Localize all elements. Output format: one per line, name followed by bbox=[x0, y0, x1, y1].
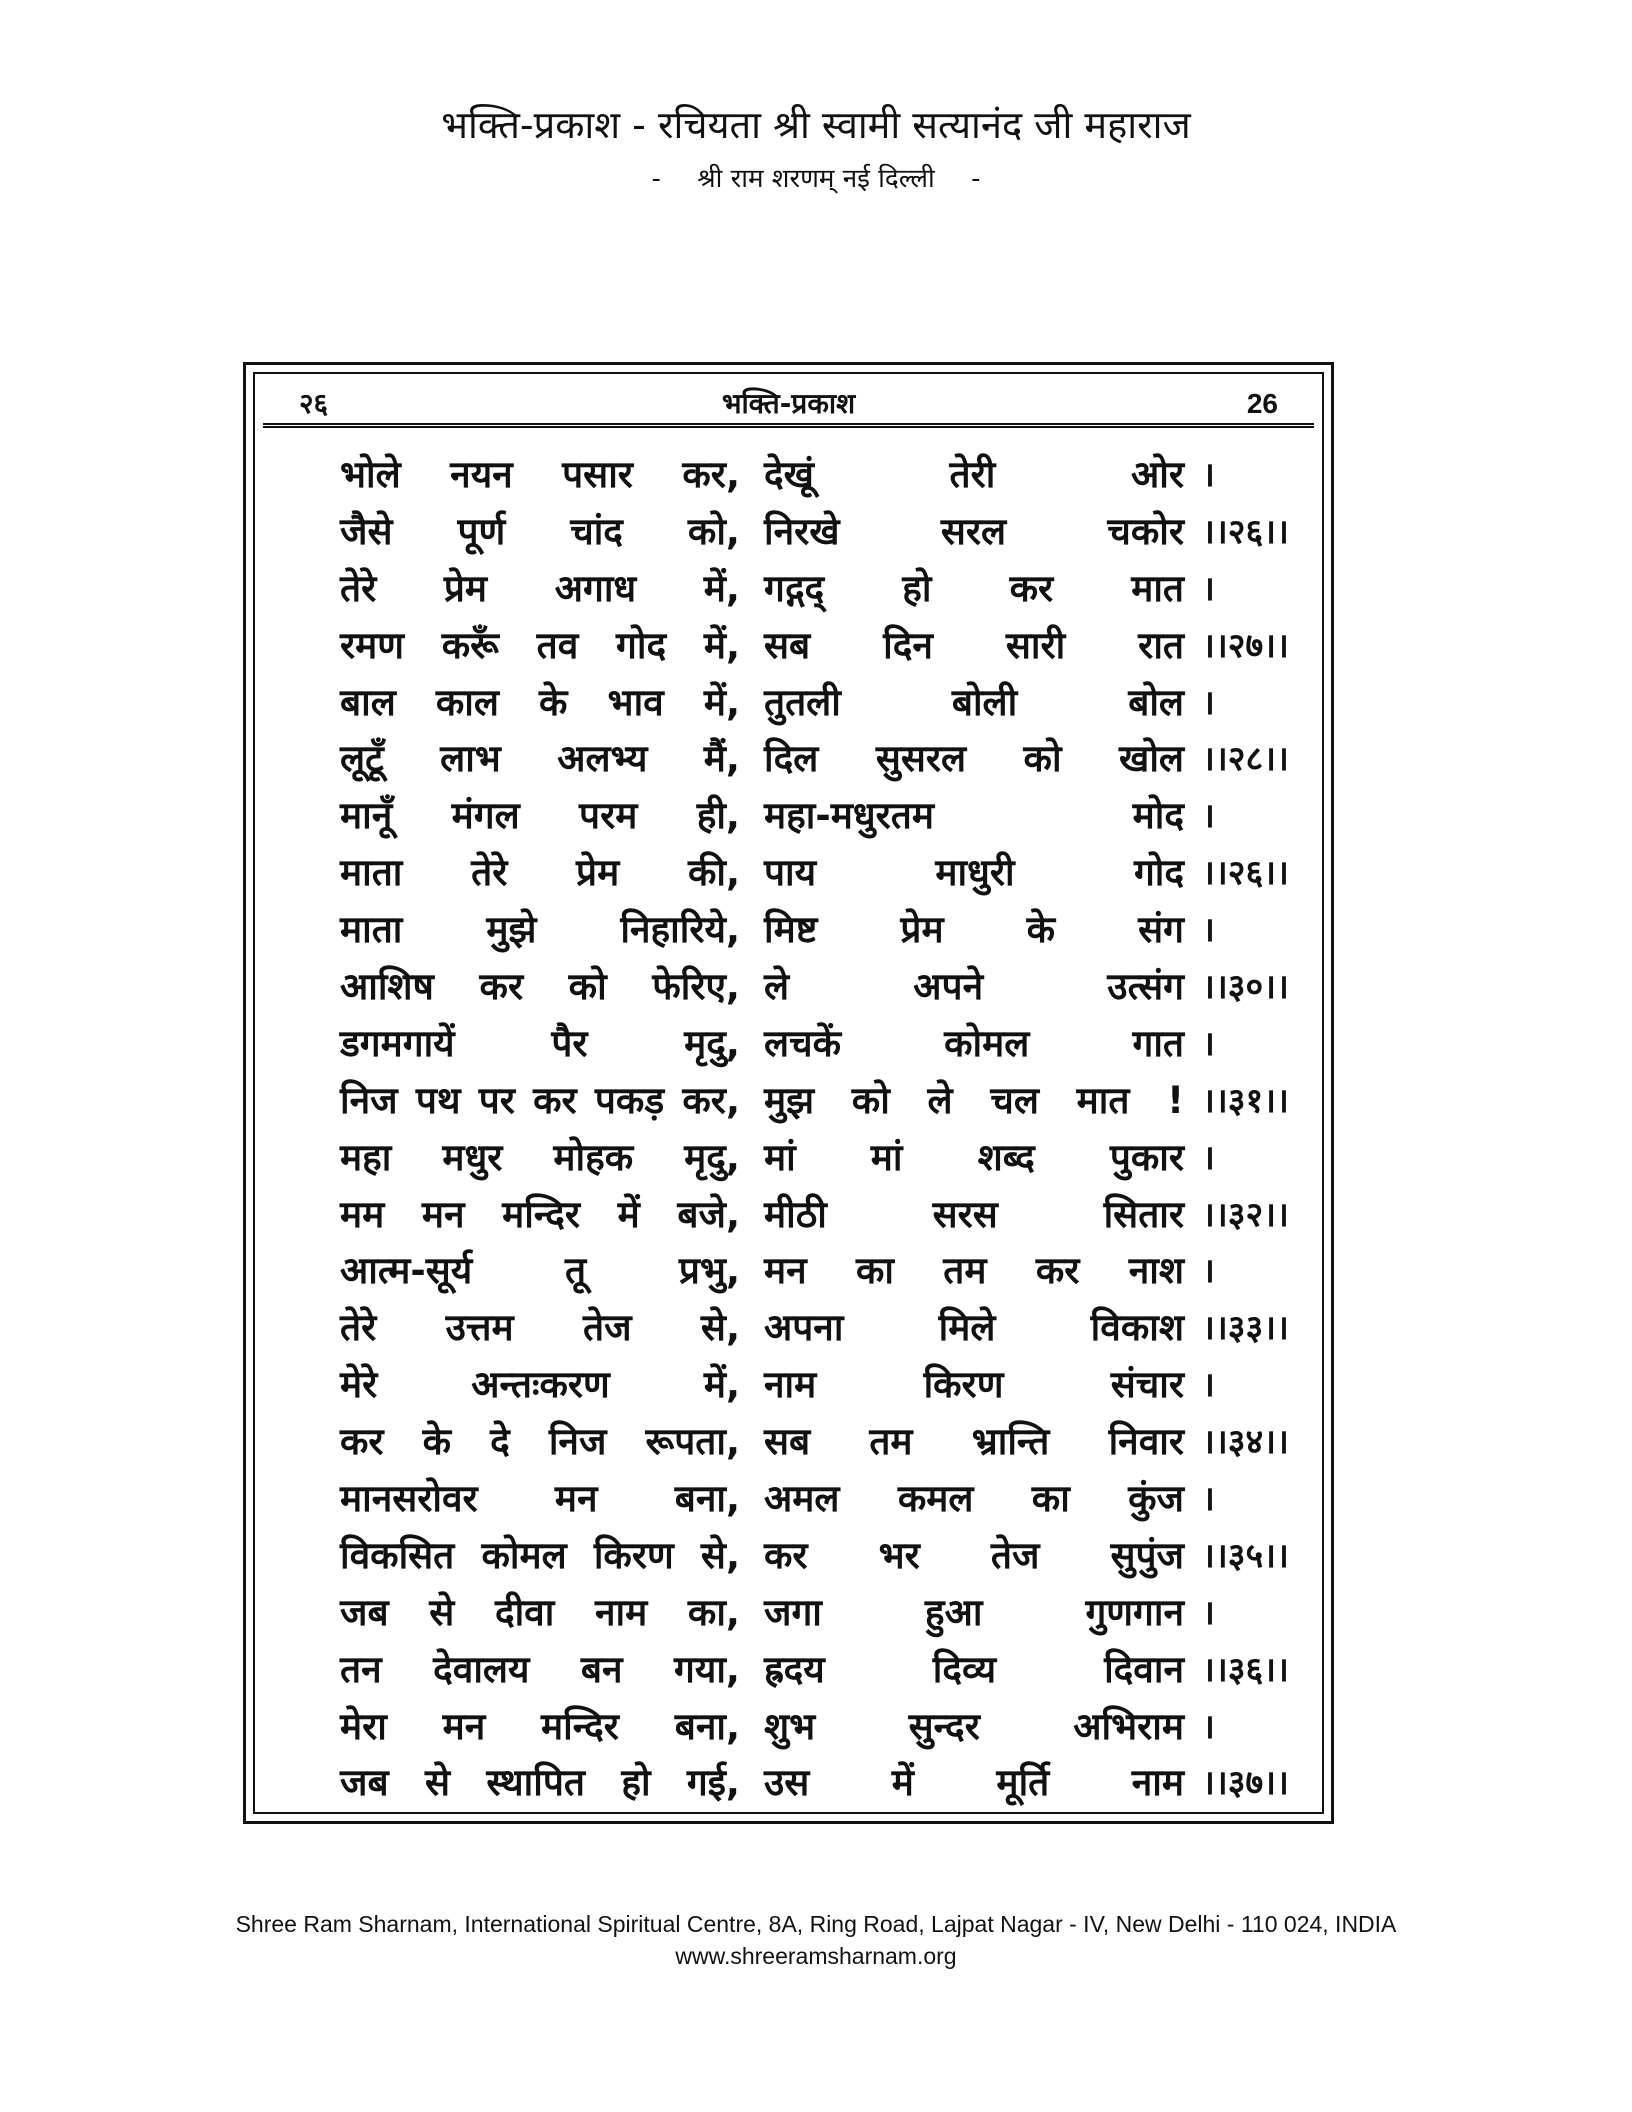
verse-number: । bbox=[1202, 1023, 1215, 1064]
verse-second-half: शुभ सुन्दर अभिराम bbox=[764, 1704, 1184, 1748]
verse-first-half: माता मुझे निहारिये, bbox=[340, 908, 740, 952]
verse-number: । bbox=[1202, 1365, 1215, 1406]
verse-line bbox=[340, 731, 1289, 788]
page-number-arabic: 26 bbox=[1246, 388, 1278, 419]
footer-address: Shree Ram Sharnam, International Spiritual Centre, 8A, Ring Road, Lajpat Nagar - IV, New Delhi - 110 024, INDIA bbox=[235, 1911, 1397, 1937]
verse-first-half: मेरा मन मन्दिर बना, bbox=[340, 1704, 740, 1748]
verse-second-half: मन का तम कर नाश bbox=[764, 1249, 1184, 1293]
verse-line bbox=[340, 788, 1260, 845]
verse-second-half: अपना मिले विकाश bbox=[764, 1306, 1184, 1350]
verse-second-half: मीठी सरस सितार bbox=[764, 1192, 1184, 1236]
verse-line bbox=[340, 1471, 1260, 1528]
running-header bbox=[263, 384, 1314, 428]
verse-second-half: गद्गद् हो कर मात bbox=[764, 566, 1184, 610]
verse-line bbox=[340, 845, 1289, 902]
verse-line bbox=[340, 1528, 1289, 1585]
verse-first-half: आत्म-सूर्य तू प्रभु, bbox=[340, 1249, 740, 1293]
verse-line bbox=[340, 1016, 1260, 1073]
verse-first-half: माता तेरे प्रेम की, bbox=[340, 851, 740, 895]
verse-first-half: मानूँ मंगल परम ही, bbox=[340, 794, 740, 838]
verse-number: । bbox=[1202, 568, 1215, 609]
verse-number: । bbox=[1202, 1137, 1215, 1178]
verse-line bbox=[340, 447, 1260, 504]
verse-first-half: जब से दीवा नाम का, bbox=[340, 1590, 740, 1634]
verse-first-half: मेरे अन्तःकरण में, bbox=[340, 1363, 740, 1407]
verse-line bbox=[340, 959, 1289, 1016]
verse-first-half: भोले नयन पसार कर, bbox=[340, 453, 740, 496]
page-header-title: भक्ति-प्रकाश - रचियता श्री स्वामी सत्यानंद जी महाराज bbox=[441, 103, 1191, 147]
verse-line bbox=[340, 1187, 1289, 1244]
verse-second-half: निरखे सरल चकोर bbox=[764, 509, 1184, 553]
verse-number: । bbox=[1202, 1592, 1215, 1633]
verse-first-half: कर के दे निज रूपता, bbox=[340, 1420, 740, 1464]
verse-line bbox=[340, 1357, 1260, 1414]
verse-second-half: जगा हुआ गुणगान bbox=[764, 1590, 1184, 1634]
verse-second-half: कर भर तेज सुपुंज bbox=[764, 1533, 1184, 1577]
verse-second-half: मुझ को ले चल मात ! bbox=[764, 1078, 1184, 1122]
verse-second-half: सब दिन सारी रात bbox=[764, 623, 1184, 667]
verse-line bbox=[340, 1073, 1289, 1130]
verse-list bbox=[340, 447, 1289, 1812]
verse-first-half: तेरे प्रेम अगाध में, bbox=[340, 566, 740, 610]
page-number-devanagari: २६ bbox=[299, 387, 329, 420]
verse-first-half: लूटूँ लाभ अलभ्य मैं, bbox=[340, 737, 740, 781]
verse-number: । bbox=[1202, 796, 1215, 837]
verse-number: ।।२८।। bbox=[1202, 739, 1289, 780]
verse-first-half: मम मन मन्दिर में बजे, bbox=[340, 1192, 740, 1236]
verse-line bbox=[340, 1642, 1289, 1699]
verse-second-half: लचकें कोमल गात bbox=[764, 1021, 1184, 1065]
verse-number: । bbox=[1202, 910, 1215, 951]
verse-first-half: निज पथ पर कर पकड़ कर, bbox=[340, 1078, 740, 1122]
verse-first-half: महा मधुर मोहक मृदु, bbox=[340, 1135, 740, 1179]
verse-number: ।।३७।। bbox=[1202, 1763, 1289, 1804]
verse-number: ।।३४।। bbox=[1202, 1422, 1289, 1463]
verse-number: ।।३६।। bbox=[1202, 1649, 1289, 1690]
verse-first-half: आशिष कर को फेरिए, bbox=[340, 965, 740, 1009]
verse-number: ।।३०।। bbox=[1202, 967, 1289, 1008]
verse-first-half: रमण करूँ तव गोद में, bbox=[340, 623, 740, 667]
verse-number: ।।२६।। bbox=[1202, 511, 1289, 552]
verse-line bbox=[340, 1243, 1260, 1300]
verse-number: ।।२६।। bbox=[1202, 853, 1289, 894]
verse-second-half: नाम किरण संचार bbox=[764, 1363, 1184, 1407]
verse-number: । bbox=[1202, 1251, 1215, 1292]
subtitle-text: श्री राम शरणम् नई दिल्ली bbox=[697, 164, 935, 194]
verse-first-half: विकसित कोमल किरण से, bbox=[340, 1533, 740, 1577]
verse-line bbox=[340, 902, 1260, 959]
verse-number: । bbox=[1202, 455, 1215, 495]
verse-second-half: सब तम भ्रान्ति निवार bbox=[764, 1420, 1184, 1464]
verse-line bbox=[340, 1755, 1289, 1812]
running-title: भक्ति-प्रकाश bbox=[721, 387, 856, 420]
verse-second-half: तुतली बोली बोल bbox=[764, 680, 1184, 724]
verse-first-half: जब से स्थापित हो गई, bbox=[340, 1761, 740, 1805]
verse-line bbox=[340, 1300, 1289, 1357]
subtitle-dash-left: - bbox=[651, 164, 661, 194]
verse-second-half: दिल सुसरल को खोल bbox=[764, 737, 1184, 781]
footer-website[interactable]: www.shreeramsharnam.org bbox=[675, 1943, 957, 1969]
verse-line bbox=[340, 504, 1289, 561]
verse-first-half: तन देवालय बन गया, bbox=[340, 1647, 740, 1691]
verse-first-half: बाल काल के भाव में, bbox=[340, 680, 740, 724]
verse-second-half: पाय माधुरी गोद bbox=[764, 851, 1184, 895]
verse-line bbox=[340, 1585, 1260, 1642]
verse-first-half: तेरे उत्तम तेज से, bbox=[340, 1306, 740, 1350]
verse-second-half: ह्रदय दिव्य दिवान bbox=[764, 1647, 1184, 1691]
verse-line bbox=[340, 1699, 1260, 1756]
verse-number: ।।३३।। bbox=[1202, 1308, 1289, 1349]
verse-second-half: महा-मधुरतम मोद bbox=[764, 794, 1184, 838]
verse-first-half: मानसरोवर मन बना, bbox=[340, 1477, 740, 1521]
verse-number: ।।२७।। bbox=[1202, 625, 1289, 666]
verse-second-half: अमल कमल का कुंज bbox=[764, 1477, 1184, 1521]
verse-line bbox=[340, 1130, 1260, 1187]
page-header-subtitle bbox=[0, 162, 1632, 196]
verse-number: ।।३५।। bbox=[1202, 1535, 1289, 1576]
verse-number: । bbox=[1202, 1706, 1215, 1747]
verse-second-half: देखूं तेरी ओर bbox=[764, 453, 1184, 496]
verse-number: । bbox=[1202, 1479, 1215, 1520]
verse-first-half: डगमगायें पैर मृदु, bbox=[340, 1021, 740, 1065]
verse-number: । bbox=[1202, 682, 1215, 723]
verse-second-half: मिष्ट प्रेम के संग bbox=[764, 908, 1184, 952]
subtitle-dash-right: - bbox=[971, 164, 981, 194]
verse-second-half: मां मां शब्द पुकार bbox=[764, 1135, 1184, 1179]
verse-line bbox=[340, 618, 1289, 675]
verse-number: ।।३१।। bbox=[1202, 1080, 1289, 1121]
verse-first-half: जैसे पूर्ण चांद को, bbox=[340, 509, 740, 553]
verse-second-half: ले अपने उत्संग bbox=[764, 965, 1184, 1009]
verse-line bbox=[340, 1414, 1289, 1471]
verse-second-half: उस में मूर्ति नाम bbox=[764, 1761, 1184, 1805]
verse-line bbox=[340, 561, 1260, 618]
verse-number: ।।३२।। bbox=[1202, 1194, 1289, 1235]
verse-line bbox=[340, 675, 1260, 732]
